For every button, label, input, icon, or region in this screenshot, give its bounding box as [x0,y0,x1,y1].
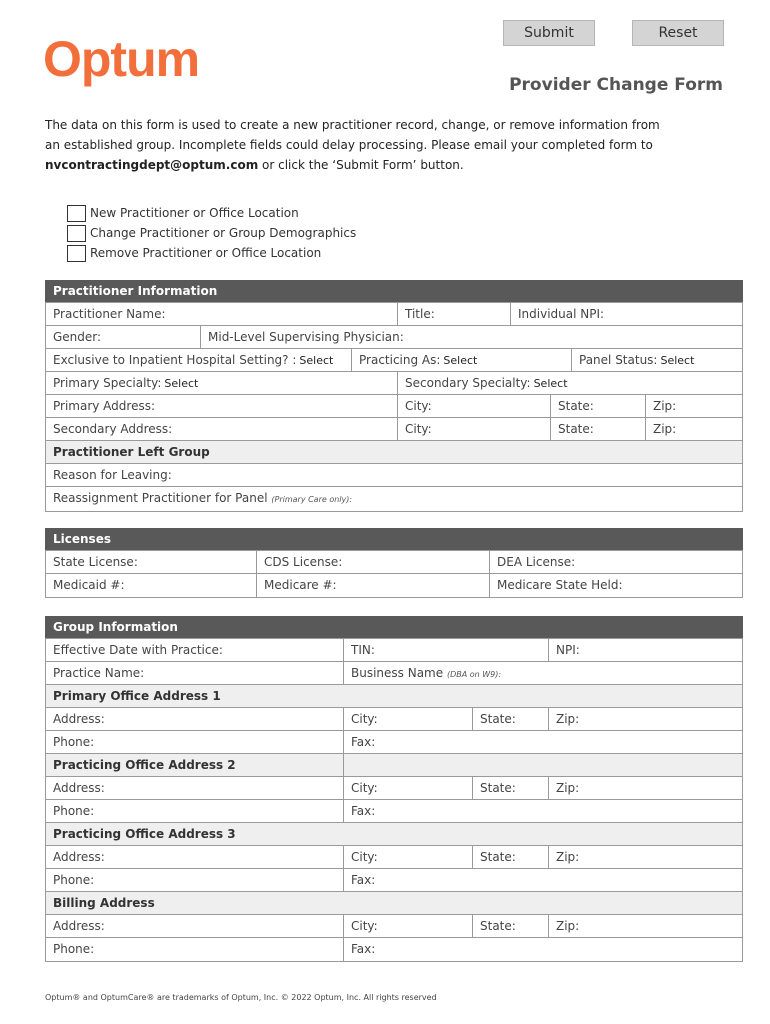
office3-city-field[interactable]: City: [343,845,473,869]
billing-state-field[interactable]: State: [472,914,549,938]
billing-address-field[interactable]: Address: [45,914,344,938]
office3-phone-field[interactable]: Phone: [45,868,344,892]
office2-zip-field[interactable]: Zip: [548,776,743,800]
practicing-as-select[interactable]: Select [443,354,478,367]
primary-specialty-field[interactable] [45,371,398,395]
office1-zip-field[interactable]: Zip: [548,707,743,731]
primary-specialty-select[interactable]: Select [164,377,199,390]
exclusive-inpatient-label: Exclusive to Inpatient Hospital Setting? : [53,353,297,367]
medicare-state-field[interactable]: Medicare State Held: [489,573,743,598]
panel-status-select[interactable]: Select [660,354,695,367]
office2-header-blank [343,753,743,777]
gender-field[interactable]: Gender: [45,325,201,349]
office1-city-field[interactable]: City: [343,707,473,731]
option-change-label: Change Practitioner or Group Demographics [90,226,357,240]
business-name-note: (DBA on W9): [446,670,502,679]
contact-email[interactable]: nvcontractingdept@optum.com [45,158,259,172]
primary-specialty-label: Primary Specialty: [53,376,162,390]
business-name-label: Business Name [351,666,444,680]
secondary-specialty-select[interactable]: Select [533,377,568,390]
panel-status-field[interactable] [571,348,743,372]
office2-city-field[interactable]: City: [343,776,473,800]
intro-text-2: or click the ‘Submit Form’ button. [258,158,464,172]
office3-fax-field[interactable]: Fax: [343,868,743,892]
tin-field[interactable]: TIN: [343,638,549,662]
footer-trademark: Optum® and OptumCare® are trademarks of Optum, Inc. © 2022 Optum, Inc. All rights reserved [45,993,437,1002]
secondary-city-field[interactable]: City: [397,417,551,441]
billing-fax-field[interactable]: Fax: [343,937,743,962]
reset-button[interactable]: Reset [632,20,724,46]
primary-office-header: Primary Office Address 1 [45,684,743,708]
option-new-label: New Practitioner or Office Location [90,206,299,220]
office3-address-field[interactable]: Address: [45,845,344,869]
billing-address-header: Billing Address [45,891,743,915]
option-new[interactable] [67,203,299,223]
office1-state-field[interactable]: State: [472,707,549,731]
practicing-office-2-header: Practicing Office Address 2 [45,753,344,777]
secondary-specialty-label: Secondary Specialty: [405,376,531,390]
panel-status-label: Panel Status: [579,353,658,367]
option-remove-label: Remove Practitioner or Office Location [90,246,322,260]
licenses-header: Licenses [45,528,743,550]
group-section [45,616,743,962]
checkbox-change[interactable] [67,225,86,242]
practice-name-field[interactable]: Practice Name: [45,661,344,685]
office3-state-field[interactable]: State: [472,845,549,869]
submit-button[interactable]: Submit [503,20,595,46]
practicing-as-label: Practicing As: [359,353,441,367]
office2-state-field[interactable]: State: [472,776,549,800]
practitioner-header: Practitioner Information [45,280,743,302]
individual-npi-field[interactable]: Individual NPI: [510,302,743,326]
checkbox-new[interactable] [67,205,86,222]
practitioner-name-field[interactable]: Practitioner Name: [45,302,398,326]
primary-zip-field[interactable]: Zip: [645,394,743,418]
page-title: Provider Change Form [509,75,723,95]
practicing-office-3-header: Practicing Office Address 3 [45,822,743,846]
reassignment-field[interactable] [45,486,743,512]
group-header: Group Information [45,616,743,638]
practitioner-section [45,280,743,512]
office2-phone-field[interactable]: Phone: [45,799,344,823]
billing-zip-field[interactable]: Zip: [548,914,743,938]
reason-for-leaving-field[interactable]: Reason for Leaving: [45,463,743,487]
business-name-field[interactable] [343,661,743,685]
reassignment-label: Reassignment Practitioner for Panel [53,491,268,505]
office1-phone-field[interactable]: Phone: [45,730,344,754]
office2-fax-field[interactable]: Fax: [343,799,743,823]
secondary-state-field[interactable]: State: [550,417,646,441]
secondary-zip-field[interactable]: Zip: [645,417,743,441]
optum-logo: Optum [43,31,200,87]
option-remove[interactable] [67,243,321,263]
intro-text-1: The data on this form is used to create a new practitioner record, change, or remove information from an established group. Incomplete fields could delay processing. Please email your completed form to [45,118,660,152]
state-license-field[interactable]: State License: [45,550,257,574]
billing-city-field[interactable]: City: [343,914,473,938]
supervising-physician-field[interactable]: Mid-Level Supervising Physician: [200,325,743,349]
office1-address-field[interactable]: Address: [45,707,344,731]
primary-address-field[interactable]: Primary Address: [45,394,398,418]
primary-city-field[interactable]: City: [397,394,551,418]
primary-state-field[interactable]: State: [550,394,646,418]
medicare-field[interactable]: Medicare #: [256,573,490,598]
medicaid-field[interactable]: Medicaid #: [45,573,257,598]
billing-phone-field[interactable]: Phone: [45,937,344,962]
effective-date-field[interactable]: Effective Date with Practice: [45,638,344,662]
practicing-as-field[interactable] [351,348,572,372]
licenses-section [45,528,743,600]
intro-text [45,115,665,175]
secondary-address-field[interactable]: Secondary Address: [45,417,398,441]
office1-fax-field[interactable]: Fax: [343,730,743,754]
office3-zip-field[interactable]: Zip: [548,845,743,869]
cds-license-field[interactable]: CDS License: [256,550,490,574]
group-npi-field[interactable]: NPI: [548,638,743,662]
option-change[interactable] [67,223,356,243]
secondary-specialty-field[interactable] [397,371,743,395]
exclusive-inpatient-select[interactable]: Select [299,354,334,367]
exclusive-inpatient-field[interactable] [45,348,352,372]
dea-license-field[interactable]: DEA License: [489,550,743,574]
practitioner-left-group-header: Practitioner Left Group [45,440,743,464]
reassignment-note: (Primary Care only): [271,495,353,504]
office2-address-field[interactable]: Address: [45,776,344,800]
checkbox-remove[interactable] [67,245,86,262]
title-field[interactable]: Title: [397,302,511,326]
